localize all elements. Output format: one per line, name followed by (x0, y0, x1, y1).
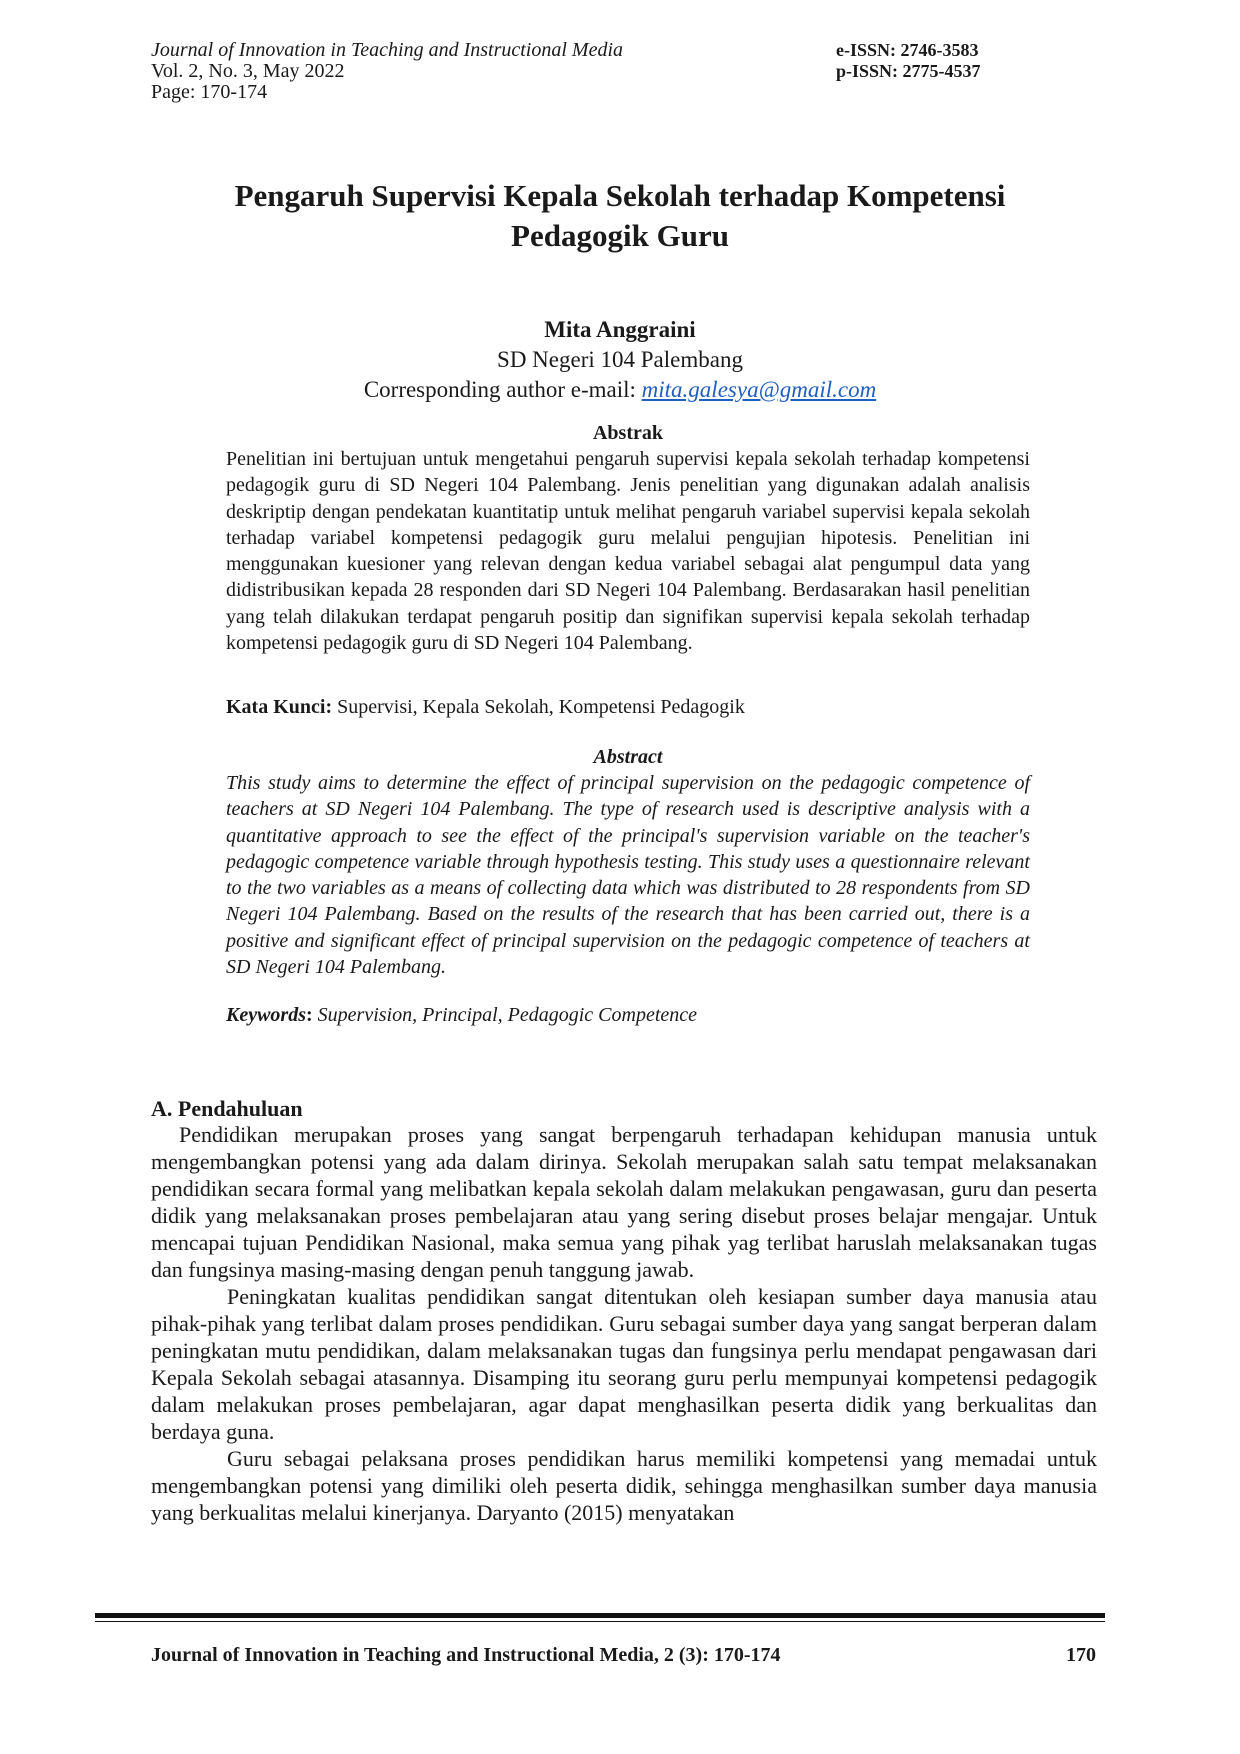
running-header (151, 40, 623, 103)
kata-kunci-label: Kata Kunci: (226, 696, 333, 718)
volume-info: Vol. 2, No. 3, May 2022 (151, 60, 345, 82)
footer-page-number: 170 (1066, 1644, 1096, 1666)
journal-name: Journal of Innovation in Teaching and Instructional Media (151, 39, 624, 61)
issn-block (836, 40, 981, 82)
email-label: Corresponding author e-mail: (363, 377, 636, 402)
body-paragraph-1: Pendidikan merupakan proses yang sangat berpengaruh terhadapan kehidupan manusia untuk mengembangkan potensi yang ada dalam dirinya. Sekolah merupakan salah satu tempat melaksanakan pendidikan secara formal yang melibatkan kepala sekolah dalam melakukan pengawasan, guru dan peserta didik yang melaksanakan proses pembelajaran atau yang sering disebut proses belajar mengajar. Untuk mencapai tujuan Pendidikan Nasional, maka semua yang pihak yag terlibat haruslah melaksanakan tugas dan fungsinya masing-masing dengan penuh tanggung jawab. (151, 1122, 1097, 1282)
footer-rule-thick (95, 1613, 1105, 1618)
author-email-link[interactable]: mita.galesya@gmail.com (641, 377, 877, 402)
abstract-text: This study aims to determine the effect of principal supervision on the pedagogic competence of teachers at SD Negeri 104 Palembang. The type of research used is descriptive analysis with a quantitative approach to see the effect of the principal's supervision variable on the teacher's pedagogic competence variable through hypothesis testing. This study uses a questionnaire relevant to the two variables as a means of collecting data which was distributed to 28 respondents from SD Negeri 104 Palembang. Based on the results of the research that has been carried out, there is a positive and significant effect of principal supervision on the pedagogic competence of teachers at SD Negeri 104 Palembang. (226, 772, 1030, 979)
kata-kunci-values: Supervisi, Kepala Sekolah, Kompetensi Pedagogik (337, 696, 745, 718)
author-name: Mita Anggraini (544, 317, 696, 342)
title-line-1: Pengaruh Supervisi Kepala Sekolah terhadap Kompetensi (234, 178, 1006, 213)
keywords-label: Keywords (226, 1004, 306, 1026)
abstract-heading: Abstract (593, 746, 663, 768)
page-range: Page: 170-174 (151, 81, 268, 103)
keywords-values: Supervision, Principal, Pedagogic Competence (317, 1004, 698, 1026)
title-line-2: Pedagogik Guru (511, 218, 729, 253)
abstrak-text: Penelitian ini bertujuan untuk mengetahui pengaruh supervisi kepala sekolah terhadap kompetensi pedagogik guru di SD Negeri 104 Palembang. Jenis penelitian yang digunakan adalah analisis deskriptip dengan pendekatan kuantitatip untuk melihat pengaruh variabel supervisi kepala sekolah terhadap variabel kompetensi pedagogik guru melalui pengujian hipotesis. Penelitian ini menggunakan kuesioner yang relevan dengan kedua variabel sebagai alat pengumpul data yang didistribusikan kepada 28 responden dari SD Negeri 104 Palembang. Berdasarakan hasil penelitian yang telah dilakukan terdapat pengaruh positip dan signifikan supervisi kepala sekolah terhadap kompetensi pedagogik guru di SD Negeri 104 Palembang. (226, 448, 1030, 655)
body-paragraph-3: Guru sebagai pelaksana proses pendidikan harus memiliki kompetensi yang memadai untuk mengembangkan potensi yang dimiliki oleh peserta didik, sehingga menghasilkan sumber daya manusia yang berkualitas melalui kinerjanya. Daryanto (2015) menyatakan (151, 1446, 1097, 1525)
footer-rule-thin (95, 1621, 1105, 1622)
section-body (151, 1121, 1097, 1526)
abstract-keywords (226, 1002, 1030, 1028)
author-affiliation: SD Negeri 104 Palembang (497, 347, 743, 372)
pissn: p-ISSN: 2775-4537 (836, 61, 981, 81)
corresponding-author (150, 375, 1090, 405)
section-heading: A. Pendahuluan (151, 1096, 303, 1121)
keywords-colon: : (306, 1004, 313, 1026)
paper-title (150, 176, 1090, 256)
abstrak-keywords (226, 694, 1030, 720)
body-paragraph-2: Peningkatan kualitas pendidikan sangat ditentukan oleh kesiapan sumber daya manusia atau pihak-pihak yang terlibat dalam proses pendidikan. Guru sebagai sumber daya yang sangat berperan dalam peningkatan mutu pendidikan, dalam melaksanakan tugas dan fungsinya perlu mendapat pengawasan dari Kepala Sekolah sebagai atasannya. Disamping itu seorang guru perlu mempunyai kompetensi pedagogik dalam melakukan proses pembelajaran, agar dapat menghasilkan peserta didik yang berkualitas dan berdaya guna. (151, 1284, 1097, 1444)
eissn: e-ISSN: 2746-3583 (836, 40, 979, 60)
abstrak-heading: Abstrak (592, 422, 663, 444)
footer-citation: Journal of Innovation in Teaching and Instructional Media, 2 (3): 170-174 (151, 1644, 781, 1666)
author-block (150, 315, 1090, 405)
